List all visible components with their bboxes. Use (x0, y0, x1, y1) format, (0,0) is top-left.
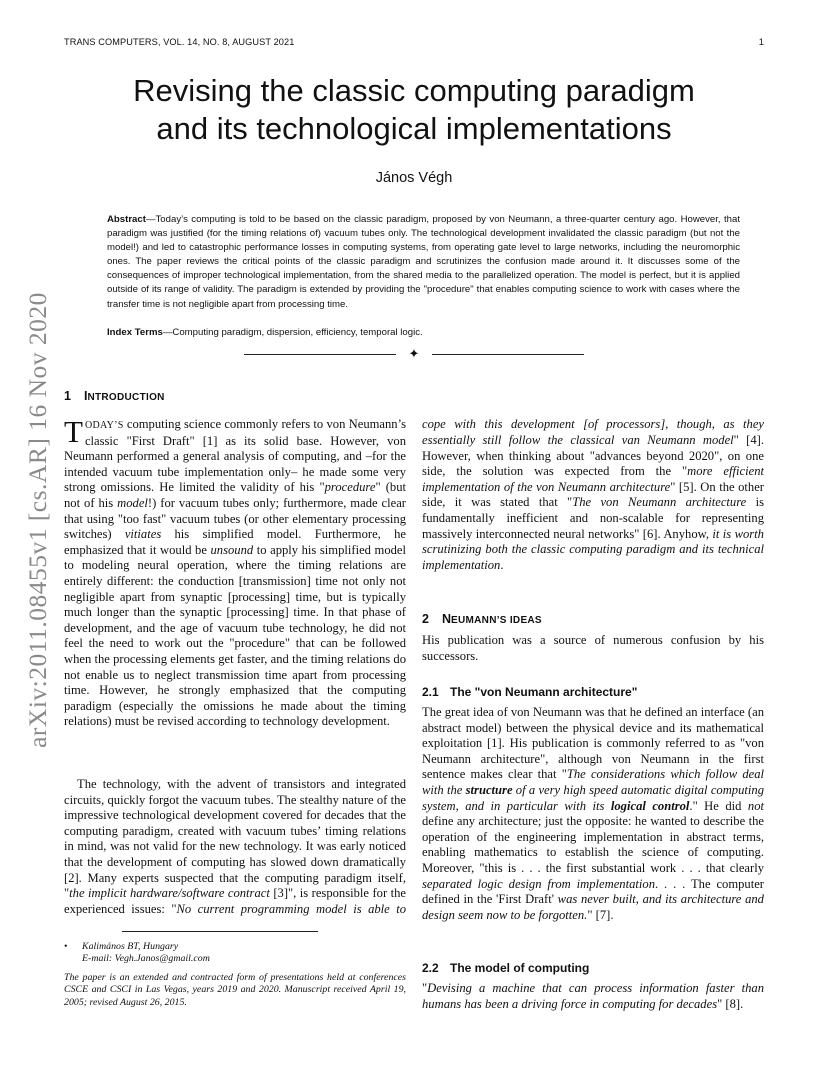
section-title-initial: I (84, 389, 88, 403)
italic-run: procedure (324, 480, 376, 495)
subsection-2-2-heading (422, 961, 589, 975)
index-terms-text: —Computing paradigm, dispersion, efficiency, temporal logic. (162, 327, 423, 338)
text-run: to apply his simplified model to modeling neural operation, where the timing relations are entirely different: the conduction [transmission] time not only not negligible apart from synaptic [processing] time, but is typically much longer than the synaptic [processing] time. In that phase of development, and the age of vacuum tube technology, he did not feel the need to work out the "procedure" that can be followed when the processing elements get faster, and the timing relations do not enable us to neglect transmission time apart from processing time. However, he strongly emphasized that the computing paradigm (especially the omissions he made about the timing relations) must be revised according to technology development. (64, 542, 406, 729)
journal-header: TRANS COMPUTERS, VOL. 14, NO. 8, AUGUST 2021 (64, 37, 295, 47)
italic-run: model (117, 495, 148, 510)
title-line-2: and its technological implementations (156, 111, 672, 146)
text-run: . . . . The computer defined in the 'First Draft' (422, 876, 764, 907)
index-terms (107, 326, 740, 340)
text-run: is fundamentally inefficient and non-scalable for representing massively interconnected neural networks" [6]. Anyhow, (422, 495, 764, 541)
italic-run: more efficient implementation of the von Neumann architecture (422, 464, 764, 494)
abstract (107, 213, 740, 312)
section-number: 2 (422, 612, 429, 626)
italic-run: the implicit hardware/software contract (69, 886, 270, 901)
manuscript-note: The paper is an extended and contracted form of presentations held at conferences CSCE and CSCI in Las Vegas, years 2019 and 2020. Manuscript received April 19, 2005; revised August 26, 2015. (64, 972, 406, 1008)
section-divider (244, 347, 584, 361)
italic-run: it is worth scrutinizing both the classic computing paradigm and its technical implementation (422, 526, 764, 572)
intro-paragraph-2 (64, 777, 406, 917)
title-line-1: Revising the classic computing paradigm (133, 73, 695, 108)
drop-cap: T (64, 414, 83, 449)
arxiv-stamp (20, 280, 56, 760)
section-title-rest: NTRODUCTION (87, 392, 165, 403)
section-number: 1 (64, 389, 71, 403)
subsection-title: The model of computing (450, 961, 590, 975)
text-run: !) for vacuum tubes only; furthermore, made clear that using "too fast" vacuum tubes (or other elementary processing switches) (64, 495, 406, 542)
text-run: ." He did (689, 798, 748, 813)
arxiv-identifier: arXiv:2011.08455v1 [cs.AR] 16 Nov 2020 (23, 292, 52, 748)
bold-italic-run: structure (465, 782, 513, 797)
subsection-title: The "von Neumann architecture" (450, 685, 638, 699)
text-run: define any architecture; just the opposite: he wanted to describe the operation of the engineering implementation in abstract terms, enabling mathematics to establish the science of computing. Moreover, "this is . . . the first substantial work . . . that clearly (422, 814, 764, 875)
running-header (64, 37, 764, 51)
page-number: 1 (758, 37, 764, 47)
italic-run: not (747, 798, 764, 813)
italic-run: unsound (210, 542, 254, 557)
subsection-2-1-heading (422, 685, 637, 699)
subsection-2-2-paragraph (422, 981, 764, 1012)
italic-run: vitiates (124, 527, 162, 542)
divider-line-right (432, 354, 584, 355)
section-2-heading (422, 612, 542, 626)
text-run: his simplified model. Furthermore, he emphasized that it would be (64, 527, 406, 557)
italic-run: No current programming model is able to (176, 901, 406, 916)
italic-run: cope with this development [of processors], though, as they essentially still follow the classical van Neumann model (422, 417, 764, 447)
small-caps-word: ODAY’S (84, 420, 124, 431)
intro-paragraph-2-continuation (422, 417, 764, 589)
intro-paragraph-1 (64, 414, 406, 730)
abstract-label: Abstract (107, 214, 146, 225)
author-footnote (64, 941, 406, 966)
text-run: " [8]. (717, 996, 744, 1011)
index-terms-label: Index Terms (107, 327, 163, 338)
divider-ornament-icon: ✦ (408, 346, 420, 361)
italic-run: was never built, and its architecture and design seem now to be forgotten. (422, 892, 764, 922)
section-2-intro: His publication was a source of numerous confusion by his successors. (422, 633, 764, 663)
footnote-rule (122, 931, 318, 932)
author-name: János Végh (375, 170, 453, 186)
text-run: The technology, with the advent of transistors and integrated circuits, quickly forgot the vacuum tubes. The stealthy nature of the impressive technological development covered for decades that the computing paradigm, created with vacuum tubes’ timing relations in mind, was not valid for the new technology. It was early noticed that the development of computing has slowed down dramatically [2]. Many experts suspected that the computing paradigm itself, " (64, 777, 406, 901)
section-title-initial: N (442, 612, 452, 626)
intro-paragraph-2-continued-text (422, 417, 764, 573)
section-title-rest: EUMANN’S IDEAS (451, 615, 542, 626)
text-run: [3]", is responsible for the experienced issues: " (64, 886, 406, 916)
section-1-heading (64, 389, 165, 403)
bold-italic-run: logical control (610, 798, 690, 813)
text-run: . (500, 557, 504, 572)
subsection-number: 2.1 (422, 685, 439, 699)
author-email: E-mail: Vegh.Janos@gmail.com (82, 953, 210, 965)
paper-title (64, 72, 764, 148)
bullet-icon: • (64, 941, 68, 952)
italic-run: The von Neumann architecture (572, 495, 747, 510)
divider-line-left (244, 354, 396, 355)
italic-run: separated logic design from implementation (422, 876, 655, 891)
subsection-2-1-paragraph (422, 705, 764, 923)
text-run: " (422, 981, 428, 995)
text-run: " (but not of his (64, 480, 406, 510)
author-affiliation: Kalimános BT, Hungary (82, 941, 179, 952)
text-run: " [4]. However, when thinking about "advances beyond 2020", on one side, the solution was expected from the " (422, 432, 764, 479)
italic-run: Devising a machine that can process information faster than humans has been a driving force in computing for decades (422, 981, 764, 1011)
abstract-text: —Today’s computing is told to be based on the classic paradigm, proposed by von Neumann, a three-quarter century ago. However, that paradigm was justified (for the timing relations of) vacuum tubes only. The technological development invalidated the classic paradigm (but not the model!) and led to catastrophic performance losses in computing systems, from operating gate level to large networks, including the neuromorphic ones. The paper reviews the critical points of the classic paradigm and scrutinizes the confusion made around it. It discusses some of the consequences of improper technological implementation, from the shared media to the parallelized operation. The model is perfect, but it is applied outside of its range of validity. The paradigm is extended by providing the "procedure" that enables computing science to work with cases where the transfer time is not negligible apart from processing time. (107, 214, 740, 310)
italic-run: The considerations which follow deal with the (422, 767, 765, 797)
text-run: computing science commonly refers to von Neumann’s classic "First Draft" [1] as its solid base. However, von Neumann performed a general analysis of computing, and –for the intended vacuum tube implementation only– he made some very strong omissions. He limited the validity of his " (64, 417, 406, 495)
text-run: The great idea of von Neumann was that he defined an interface (an abstract model) between the physical device and its mathematical exploitation [1]. His publication is commonly referred to as "von Neumann architecture", although von Neumann in the first sentence makes clear that " (422, 705, 764, 782)
subsection-number: 2.2 (422, 961, 439, 975)
text-run: " [7]. (587, 907, 614, 922)
italic-run: of a very high speed automatic digital computing system, and in particular with its (422, 782, 764, 813)
text-run: " [5]. On the other side, it was stated that " (422, 479, 764, 510)
